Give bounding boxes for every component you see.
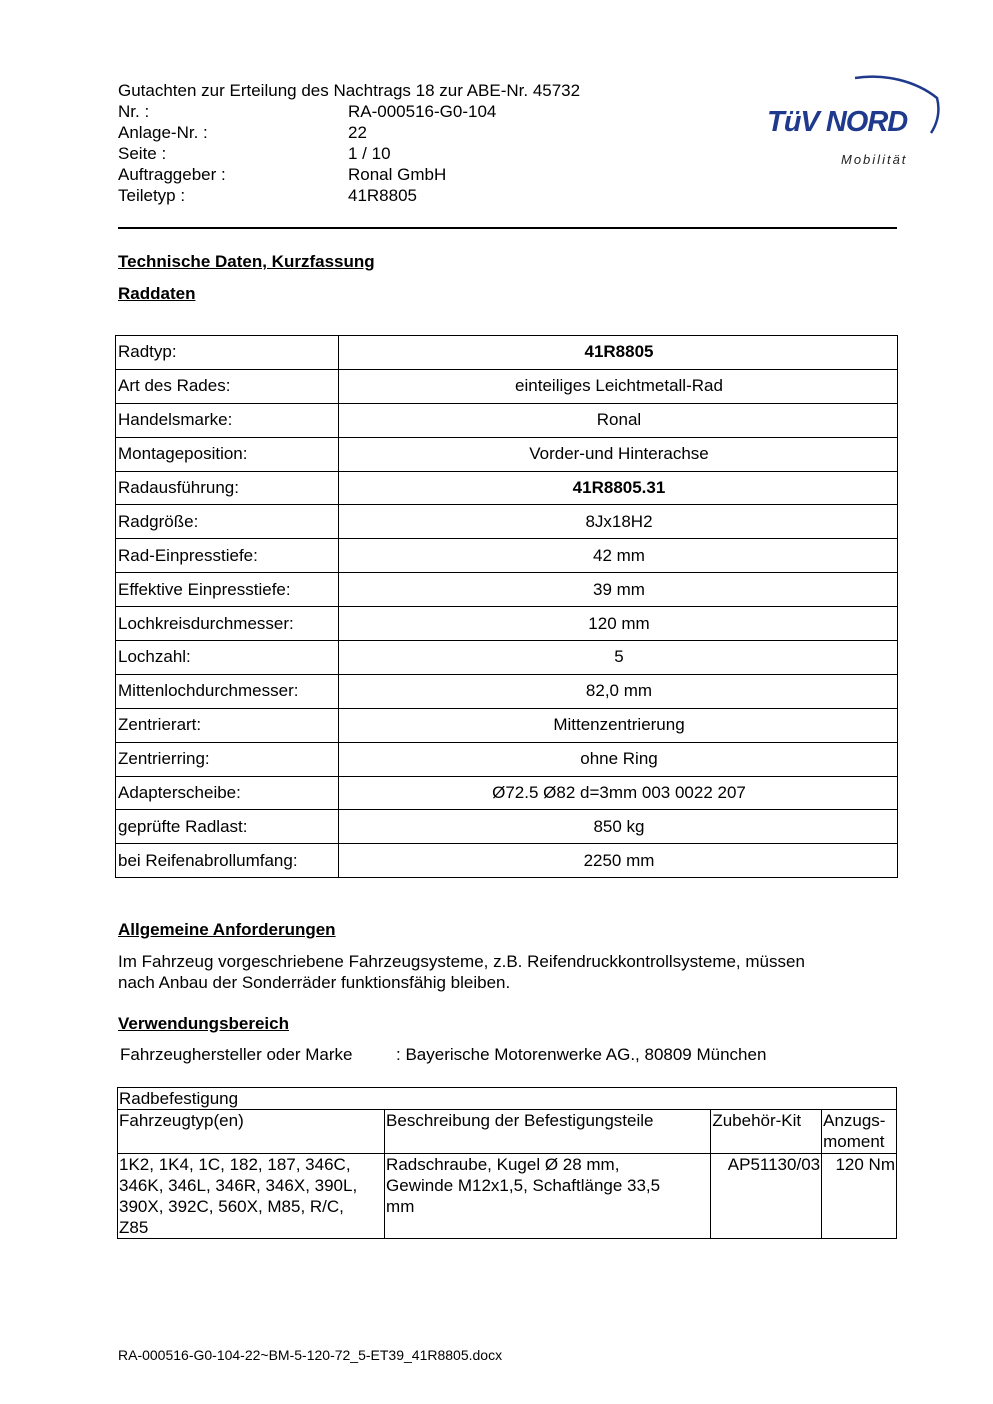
meta-row-client — [118, 164, 678, 185]
fastening-title: Radbefestigung — [118, 1088, 897, 1110]
wheel-data-value: 8Jx18H2 — [339, 505, 898, 539]
logo-wordmark: TüV NORD — [767, 106, 908, 138]
wheel-data-value: 39 mm — [339, 573, 898, 607]
wheel-data-row — [116, 437, 898, 471]
wheel-data-label: Zentrierart: — [116, 708, 339, 742]
wheel-data-label: Rad-Einpresstiefe: — [116, 539, 339, 573]
wheel-data-value: 41R8805 — [339, 336, 898, 370]
document-footer: RA-000516-G0-104-22~BM-5-120-72_5-ET39_41R8805.docx — [118, 1347, 503, 1363]
header-torque-line: Anzugs- — [823, 1111, 886, 1130]
accessory-kit-cell: AP51130/03 — [711, 1154, 822, 1239]
wheel-data-row — [116, 674, 898, 708]
wheel-data-row — [116, 336, 898, 370]
general-requirements-text — [118, 951, 888, 993]
wheel-data-row — [116, 607, 898, 641]
wheel-data-label: Effektive Einpresstiefe: — [116, 573, 339, 607]
tuv-nord-logo — [763, 58, 943, 178]
wheel-data-row — [116, 708, 898, 742]
header-vehicle-types: Fahrzeugtyp(en) — [118, 1110, 385, 1154]
wheel-data-value: 82,0 mm — [339, 674, 898, 708]
meta-value: RA-000516-G0-104 — [348, 102, 497, 121]
wheel-data-value: einteiliges Leichtmetall-Rad — [339, 369, 898, 403]
wheel-data-value: Vorder-und Hinterachse — [339, 437, 898, 471]
wheel-data-value: 2250 mm — [339, 844, 898, 878]
wheel-data-value: 42 mm — [339, 539, 898, 573]
wheel-data-row — [116, 505, 898, 539]
wheel-data-label: Art des Rades: — [116, 369, 339, 403]
header-torque-line: moment — [823, 1132, 885, 1151]
wheel-data-value: Ø72.5 Ø82 d=3mm 003 0022 207 — [339, 776, 898, 810]
document-header — [118, 80, 678, 206]
meta-row-attachment — [118, 122, 678, 143]
meta-value: 1 / 10 — [348, 144, 391, 163]
vehicle-types-line: 390X, 392C, 560X, M85, R/C, — [119, 1197, 344, 1216]
manufacturer-line — [120, 1045, 766, 1065]
wheel-data-value: 5 — [339, 641, 898, 675]
wheel-data-row — [116, 573, 898, 607]
meta-label: Teiletyp : — [118, 186, 186, 205]
meta-label: Auftraggeber : — [118, 165, 226, 184]
wheel-data-label: Radgröße: — [116, 505, 339, 539]
wheel-data-value: ohne Ring — [339, 742, 898, 776]
heading-wheel-data: Raddaten — [118, 284, 196, 303]
general-text-line: Im Fahrzeug vorgeschriebene Fahrzeugsysteme, z.B. Reifendruckkontrollsysteme, müssen — [118, 952, 805, 971]
fastening-header-row — [118, 1110, 897, 1154]
wheel-data-table — [115, 335, 898, 878]
vehicle-types-line: 1K2, 1K4, 1C, 182, 187, 346C, — [119, 1155, 351, 1174]
wheel-data-label: bei Reifenabrollumfang: — [116, 844, 339, 878]
wheel-data-label: Lochzahl: — [116, 641, 339, 675]
meta-value: 41R8805 — [348, 186, 418, 205]
heading-technical-summary: Technische Daten, Kurzfassung — [118, 252, 375, 271]
fastening-title-row — [118, 1088, 897, 1110]
vehicle-types-line: Z85 — [119, 1218, 149, 1237]
header-divider — [118, 227, 897, 229]
wheel-data-value: 120 mm — [339, 607, 898, 641]
header-description: Beschreibung der Befestigungsteile — [385, 1110, 711, 1154]
wheel-data-label: Mittenlochdurchmesser: — [116, 674, 339, 708]
wheel-data-row — [116, 810, 898, 844]
meta-value: Ronal GmbH — [348, 165, 447, 184]
manufacturer-label: Fahrzeughersteller oder Marke — [120, 1045, 353, 1064]
description-line: Radschraube, Kugel Ø 28 mm, — [386, 1155, 620, 1174]
wheel-data-row — [116, 471, 898, 505]
fastening-table — [117, 1087, 897, 1239]
wheel-data-label: Radausführung: — [116, 471, 339, 505]
meta-label: Nr. : — [118, 102, 150, 121]
document-title: Gutachten zur Erteilung des Nachtrags 18 zur ABE-Nr. 45732 — [118, 81, 581, 100]
heading-general-requirements: Allgemeine Anforderungen — [118, 920, 336, 939]
manufacturer-value: : Bayerische Motorenwerke AG., 80809 München — [396, 1045, 767, 1064]
wheel-data-label: Zentrierring: — [116, 742, 339, 776]
vehicle-types-line: 346K, 346L, 346R, 346X, 390L, — [119, 1176, 358, 1195]
wheel-data-row — [116, 742, 898, 776]
heading-usage-area: Verwendungsbereich — [118, 1014, 289, 1033]
meta-row-part-type — [118, 185, 678, 206]
wheel-data-label: Radtyp: — [116, 336, 339, 370]
header-accessory-kit: Zubehör-Kit — [711, 1110, 822, 1154]
wheel-data-row — [116, 539, 898, 573]
meta-label: Anlage-Nr. : — [118, 123, 208, 142]
wheel-data-label: Adapterscheibe: — [116, 776, 339, 810]
wheel-data-row — [116, 776, 898, 810]
header-torque — [822, 1110, 897, 1154]
wheel-data-value: 41R8805.31 — [339, 471, 898, 505]
description-line: mm — [386, 1197, 415, 1216]
wheel-data-row — [116, 403, 898, 437]
description-cell — [385, 1154, 711, 1239]
wheel-data-row — [116, 844, 898, 878]
logo-subtitle: Mobilität — [841, 152, 908, 167]
meta-row-page — [118, 143, 678, 164]
wheel-data-label: Montageposition: — [116, 437, 339, 471]
wheel-data-row — [116, 369, 898, 403]
meta-value: 22 — [348, 123, 367, 142]
wheel-data-value: Mittenzentrierung — [339, 708, 898, 742]
vehicle-types-cell — [118, 1154, 385, 1239]
wheel-data-value: 850 kg — [339, 810, 898, 844]
wheel-data-label: Handelsmarke: — [116, 403, 339, 437]
wheel-data-label: Lochkreisdurchmesser: — [116, 607, 339, 641]
torque-cell: 120 Nm — [822, 1154, 897, 1239]
description-line: Gewinde M12x1,5, Schaftlänge 33,5 — [386, 1176, 661, 1195]
wheel-data-value: Ronal — [339, 403, 898, 437]
wheel-data-row — [116, 641, 898, 675]
general-text-line: nach Anbau der Sonderräder funktionsfähig bleiben. — [118, 973, 511, 992]
fastening-data-row — [118, 1154, 897, 1239]
wheel-data-label: geprüfte Radlast: — [116, 810, 339, 844]
meta-row-number — [118, 101, 678, 122]
meta-label: Seite : — [118, 144, 167, 163]
